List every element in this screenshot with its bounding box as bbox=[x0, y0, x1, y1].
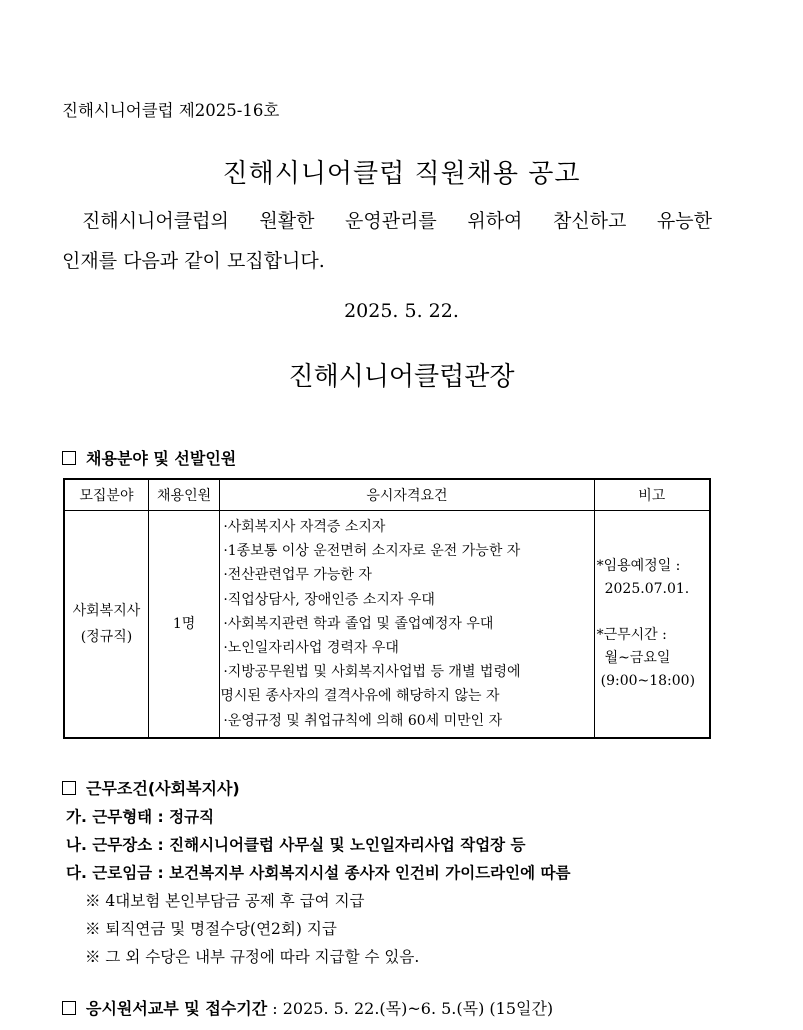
condition-item: 가. 근무형태 : 정규직 bbox=[66, 808, 215, 826]
intro-line-2: 인재를 다음과 같이 모집합니다. bbox=[62, 250, 325, 272]
qualification-item: ·운영규정 및 취업규칙에 의해 60세 미만인 자 bbox=[223, 712, 503, 729]
checkbox-square-icon bbox=[62, 781, 76, 795]
section-heading-text: 근무조건(사회복지사) bbox=[86, 779, 240, 798]
field-name: 사회복지사 bbox=[72, 602, 141, 619]
qualification-item: ·지방공무원법 및 사회복지사업법 등 개별 법령에 bbox=[223, 664, 521, 681]
qualification-item: ·사회복지관련 학과 졸업 및 졸업예정자 우대 bbox=[223, 615, 494, 632]
qualification-item: ·전산관련업무 가능한 자 bbox=[223, 567, 372, 584]
qualification-item: ·사회복지사 자격증 소지자 bbox=[223, 519, 386, 535]
qualification-item: ·1종보통 이상 운전면허 소지자로 운전 가능한 자 bbox=[223, 543, 521, 560]
section-heading-text: 응시원서교부 및 접수기간 bbox=[86, 999, 268, 1018]
field-type: (정규직) bbox=[80, 628, 133, 645]
work-time-value: (9:00~18:00) bbox=[600, 672, 696, 689]
announcement-date: 2025. 5. 22. bbox=[344, 300, 459, 322]
table-row bbox=[64, 511, 710, 738]
table-header-cell: 모집분야 bbox=[64, 479, 148, 511]
section-heading-recruitment bbox=[62, 446, 236, 469]
work-days-value: 월~금요일 bbox=[604, 649, 671, 666]
start-date-value: 2025.07.01. bbox=[604, 580, 690, 597]
signer-title: 진해시니어클럽관장 bbox=[288, 362, 515, 392]
section-heading-text: 채용분야 및 선발인원 bbox=[86, 449, 237, 468]
qualifications-cell bbox=[220, 511, 594, 738]
condition-item: 다. 근로임금 : 보건복지부 사회복지시설 종사자 인건비 가이드라인에 따름 bbox=[66, 864, 571, 882]
condition-note: ※ 4대보험 본인부담금 공제 후 급여 지급 bbox=[85, 892, 365, 910]
table-header-row bbox=[64, 479, 710, 511]
qualification-item: ·노인일자리사업 경력자 우대 bbox=[223, 640, 399, 657]
qualification-item: 명시된 종사자의 결격사유에 해당하지 않는 자 bbox=[220, 688, 500, 705]
table-header-cell: 응시자격요건 bbox=[220, 479, 594, 511]
recruitment-table bbox=[63, 478, 711, 739]
document-number: 진해시니어클럽 제2025-16호 bbox=[62, 101, 280, 120]
section-heading-conditions bbox=[62, 776, 240, 799]
checkbox-square-icon bbox=[62, 451, 76, 465]
section-heading-application-period bbox=[62, 996, 553, 1019]
field-cell bbox=[64, 511, 148, 738]
table-header-cell: 채용인원 bbox=[148, 479, 219, 511]
intro-line-1: 진해시니어클럽의 원활한 운영관리를 위하여 참신하고 유능한 bbox=[82, 210, 712, 232]
condition-note: ※ 그 외 수당은 내부 규정에 따라 지급할 수 있음. bbox=[85, 948, 420, 966]
count-cell: 1명 bbox=[148, 511, 219, 738]
remarks-cell bbox=[594, 511, 710, 738]
application-period-value: : 2025. 5. 22.(목)~6. 5.(목) (15일간) bbox=[267, 999, 554, 1018]
qualification-item: ·직업상담사, 장애인증 소지자 우대 bbox=[223, 591, 435, 608]
condition-item: 나. 근무장소 : 진해시니어클럽 사무실 및 노인일자리사업 작업장 등 bbox=[66, 836, 526, 854]
table-header-cell: 비고 bbox=[594, 479, 710, 511]
work-hours-label: *근무시간 : bbox=[596, 626, 667, 643]
start-date-label: *임용예정일 : bbox=[596, 557, 681, 574]
condition-note: ※ 퇴직연금 및 명절수당(연2회) 지급 bbox=[85, 920, 337, 938]
page-title: 진해시니어클럽 직원채용 공고 bbox=[222, 159, 581, 189]
checkbox-square-icon bbox=[62, 1001, 76, 1015]
